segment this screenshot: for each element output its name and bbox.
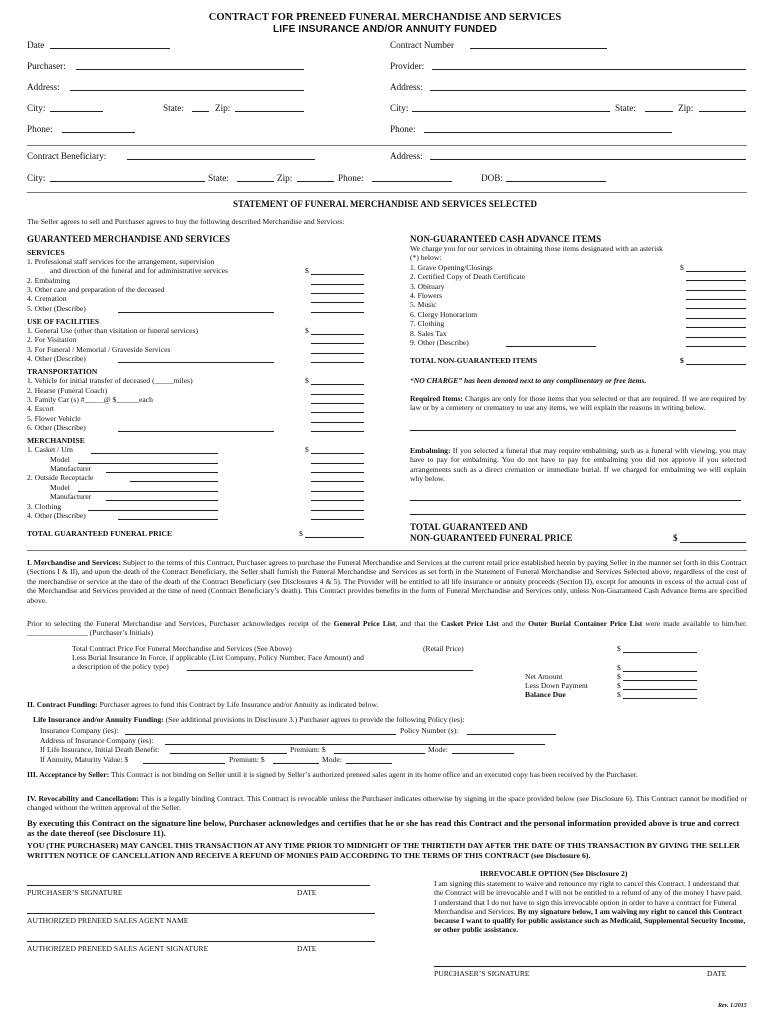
provider-field[interactable] [432,69,746,70]
facility-item: 2. For Visitation [27,335,77,344]
contract-funding-clause [27,701,378,709]
beneficiary-phone-label: Phone: [338,173,364,183]
guaranteed-heading: GUARANTEED MERCHANDISE AND SERVICES [27,234,230,244]
amount-field[interactable] [311,519,364,520]
beneficiary-address-field[interactable] [430,159,746,160]
transportation-describe-field[interactable] [118,431,274,432]
transportation-item: 3. Family Car (s) #_____@ $______each [27,395,153,404]
dollar-sign: $ [617,663,621,672]
burial-insurance-amount[interactable] [623,671,697,672]
purchaser-address-label: Address: [27,82,60,92]
provider-address-label: Address: [390,82,423,92]
dollar-sign: $ [305,376,309,385]
facility-item: 3. For Funeral / Memorial / Graveside Services [27,345,171,354]
purchaser-state-field[interactable] [192,111,209,112]
date-field[interactable] [50,48,170,49]
agent-name-label: AUTHORIZED PRENEED SALES AGENT NAME [27,916,189,925]
purchaser-city-label: City: [27,103,46,113]
irrevocable-signature-line[interactable] [434,966,746,967]
casket-field[interactable] [91,453,218,454]
amount-field[interactable] [311,500,364,501]
provider-state-field[interactable] [645,111,673,112]
cash-advance-amount[interactable] [686,299,746,300]
purchaser-signature-label: PURCHASER’S SIGNATURE [27,888,123,897]
cash-advance-amount[interactable] [686,308,746,309]
provider-city-label: City: [390,103,409,113]
purchaser-zip-label: Zip: [215,103,231,113]
grand-total-label: TOTAL GUARANTEED AND [410,522,528,532]
cash-advance-item: 8. Sales Tax [410,329,447,338]
beneficiary-phone-field[interactable] [372,181,452,182]
execution-statement: By executing this Contract on the signature line below, Purchaser acknowledges and certifies that he or she has read this Contract and the personal information provided above is true and correct as the date thereof (see Disclosure 11). [27,818,740,838]
embalming-note [410,446,746,484]
beneficiary-dob-label: DOB: [481,173,503,183]
general-price-list: General Price List [333,619,396,628]
required-items-label: Required Items: [410,394,463,403]
non-guaranteed-intro: (*) below: [410,253,442,262]
purchaser-state-label: State: [163,103,184,113]
grand-total-label: NON-GUARANTEED FUNERAL PRICE [410,533,573,543]
purchaser-initials-text: were made available to him/her. ________________ (Purchaser’s Initials) [27,619,747,638]
prior-text: Prior to selecting the Funeral Merchandise and Services, Purchaser acknowledges receipt of the [27,619,331,628]
divider [27,145,747,146]
annuity-mode-field[interactable] [346,763,392,764]
provider-zip-field[interactable] [699,111,746,112]
section4-text: This is a legally binding Contract. This Contract is revocable unless the Purchaser indicates otherwise by signing in the space provided below (see Disclosure 6). This Contract cannot be modified or changed without the written approval of the Seller. [27,794,747,813]
total-non-guaranteed-field[interactable] [686,364,746,365]
irrevocable-signature-label: PURCHASER’S SIGNATURE [434,969,530,978]
insurance-address-field[interactable] [165,744,545,745]
purchaser-city-field[interactable] [50,111,103,112]
amount-field[interactable] [311,463,364,464]
amount-field[interactable] [311,412,364,413]
beneficiary-state-field[interactable] [237,181,274,182]
section3-text: This Contract is not binding on Seller until it is signed by Seller’s authorized preneed sales agent in its home office and an executed copy has been received by the Purchaser. [111,770,638,779]
section1-label: I. Merchandise and Services: [27,558,121,567]
cash-advance-amount[interactable] [686,337,746,338]
purchaser-field[interactable] [76,69,304,70]
service-item: 4. Cremation [27,294,67,303]
section1-text: Subject to the terms of this Contract, Purchaser agrees to purchase the Funeral Merchandise and Services at the current retail price established herein by paying Seller in the manner set forth in this Contract (Sections I & II), and upon the death of the Contract Beneficiary, the Seller shall furnish the Funeral Merchandise and Services as set forth in the Statement of Funeral Merchandise and Services Selected above, regardless of the cost of the merchandise or service at the date of the death of the Contract Beneficiary (see Disclosures 4 & 5). The Provider will be entitled to all life insurance or annuity proceeds (Section II), except for amounts in excess of the actual cost of the Merchandise and Services provided at the time of need (Contract Beneficiary’s death). This Contract provides benefits in the form of Funeral Merchandise and Services only, unless Non-Guaranteed Cash Advance Items are specified above. [27,558,747,605]
purchaser-address-field[interactable] [70,90,304,91]
amount-field[interactable] [311,481,364,482]
merchandise-item: 4. Other (Describe) [27,511,86,520]
amount-field[interactable] [311,302,364,303]
retail-price-label: (Retail Price) [423,644,464,653]
facility-item: 1. General Use (other than visitation or funeral services) [27,326,199,335]
merchandise-item: 3. Clothing [27,502,62,511]
amount-field[interactable] [311,312,364,313]
revision-number: Rev. 1/2015 [718,1003,747,1009]
transportation-item: 6. Other (Describe) [27,423,86,432]
amount-field[interactable] [311,491,364,492]
beneficiary-city-label: City: [27,173,46,183]
provider-address-field[interactable] [430,90,746,91]
life-insurance-label: Life Insurance and/or Annuity Funding: [33,715,164,724]
divider [27,192,747,193]
grand-total-field[interactable] [680,542,746,543]
services-heading: SERVICES [27,248,65,257]
agent-name-line[interactable] [27,913,375,914]
cash-advance-amount[interactable] [686,280,746,281]
embalming-explanation-field[interactable] [410,500,741,501]
casket-model-field[interactable] [78,463,218,464]
merchandise-item: 1. Casket / Urn [27,445,73,454]
embalming-text: If you selected a funeral that may require embalming, such as a funeral with viewing, you may have to pay for embalming. You do not have to pay for embalming you did not approve if you selected arrangements such as a direct cremation or immediate burial. If we charged for embalming we will explain why below. [410,446,746,484]
merchandise-item: 2. Outside Receptacle [27,473,94,482]
transportation-heading: TRANSPORTATION [27,367,98,376]
outer-burial-container-price-list: Outer Burial Container Price List [528,619,643,628]
balance-due-field[interactable] [623,698,697,699]
non-guaranteed-heading: NON-GUARANTEED CASH ADVANCE ITEMS [410,234,602,244]
clothing-field[interactable] [88,510,218,511]
purchaser-zip-field[interactable] [235,111,304,112]
provider-state-label: State: [615,103,636,113]
contract-number-label: Contract Number [390,40,455,50]
dollar-sign: $ [680,263,684,272]
casket-price-list: Casket Price List [440,619,499,628]
cash-advance-amount[interactable] [686,271,746,272]
premium-label: Premium: $ [290,745,326,754]
dollar-sign: $ [305,445,309,454]
total-guaranteed-label: TOTAL GUARANTEED FUNERAL PRICE [27,529,173,538]
contract-number-field[interactable] [470,48,607,49]
irrevocable-date-label: DATE [707,969,727,978]
policy-type-label: a description of the policy type) [72,662,169,671]
cash-advance-amount[interactable] [686,327,746,328]
cash-advance-item: 7. Clothing [410,319,445,328]
premium-field[interactable] [334,753,425,754]
service-item: 2. Embalming [27,276,71,285]
merchandise-item: Manufacturer [50,492,92,501]
price-list-acknowledgement [27,619,747,638]
death-benefit-label: If Life Insurance, Initial Death Benefit: [40,745,160,754]
cash-advance-item: 6. Clergy Honorarium [410,310,478,319]
required-items-text: Charges are only for those items that you selected or that are required. If we are required by law or by a cemetery or crematory to use any items, we will explain the reasons in writing below. [410,394,746,413]
down-payment-field[interactable] [623,689,697,690]
annuity-premium-field[interactable] [273,763,319,764]
amount-field[interactable] [311,343,364,344]
receptacle-field[interactable] [130,481,218,482]
mode-field[interactable] [452,753,514,754]
date-label: Date [27,40,45,50]
amount-field[interactable] [311,284,364,285]
divider [27,550,747,551]
total-non-guaranteed-label: TOTAL NON-GUARANTEED ITEMS [410,356,538,365]
beneficiary-zip-label: Zip: [277,173,293,183]
cash-advance-item: 1. Grave Opening/Closings [410,263,493,272]
burial-insurance-field[interactable] [187,670,473,671]
embalming-explanation-field[interactable] [410,514,746,515]
receptacle-model-field[interactable] [78,491,218,492]
irrevocable-bold-text: By my signature below, I am waiving my right to cancel this Contract because I want to qualify for public assistance such as Medicaid, Supplemental Security Income, or other public assistance. [434,906,746,935]
merchandise-heading: MERCHANDISE [27,436,85,445]
purchaser-phone-field[interactable] [62,132,135,133]
less-burial-insurance-label: Less Burial Insurance In Force, if applicable (List Company, Policy Number, Face Amount) and [72,653,364,662]
cash-advance-item: 3. Obituary [410,282,445,291]
casket-manufacturer-field[interactable] [106,472,218,473]
provider-phone-field[interactable] [424,132,672,133]
provider-zip-label: Zip: [678,103,694,113]
cash-advance-amount[interactable] [686,346,746,347]
acceptance-clause [27,770,747,779]
insurance-company-field[interactable] [125,734,396,735]
amount-field[interactable] [311,394,364,395]
irrevocable-option-text [434,879,746,935]
agent-signature-label: AUTHORIZED PRENEED SALES AGENT SIGNATURE [27,944,209,953]
total-contract-price-field[interactable] [623,652,697,653]
beneficiary-label: Contract Beneficiary: [27,151,107,161]
balance-due-label: Balance Due [525,690,566,699]
dollar-sign: $ [305,266,309,275]
facility-item: 4. Other (Describe) [27,354,86,363]
amount-field[interactable] [311,384,364,385]
beneficiary-field[interactable] [127,159,315,160]
dollar-sign: $ [673,533,678,543]
amount-field[interactable] [311,353,364,354]
purchaser-label: Purchaser: [27,61,66,71]
annuity-premium-label: Premium: $ [229,755,265,764]
purchaser-date-label: DATE [297,888,317,897]
merchandise-item: Model [50,455,70,464]
provider-label: Provider: [390,61,425,71]
dollar-sign: $ [617,644,621,653]
policy-number-field[interactable] [467,734,556,735]
amount-field[interactable] [311,453,364,454]
irrevocable-option-heading: IRREVOCABLE OPTION (See Disclosure 2) [480,869,628,878]
total-contract-price-label: Total Contract Price For Funeral Merchandise and Services (See Above) [72,644,292,653]
beneficiary-dob-field[interactable] [506,181,606,182]
embalming-label: Embalming: [410,446,451,455]
cancellation-notice: YOU (THE PURCHASER) MAY CANCEL THIS TRANSACTION AT ANY TIME PRIOR TO MIDNIGHT OF THE THIRTIETH DAY AFTER THE DATE OF THIS TRANSACTION BY GIVING THE SELLER WRITTEN NOTICE OF CANCELLATION AND RECEIVE A REFUND OF MONIES PAID ACCORDING TO THE TERMS OF THIS CONTRACT (see Disclosure 6). [27,841,740,860]
life-insurance-text: (See additional provisions in Disclosure 3.) Purchaser agrees to provide the following Policy (ies): [165,715,465,724]
policy-number-label: Policy Number (s): [400,726,459,735]
purchaser-phone-label: Phone: [27,124,53,134]
merchandise-services-clause [27,558,747,605]
merchandise-item: Model [50,483,70,492]
required-items-note [410,394,746,413]
section2-text: Purchaser agrees to fund this Contract by Life Insurance and/or Annuity as indicated below. [99,700,379,709]
amount-field[interactable] [311,334,364,335]
dollar-sign: $ [617,681,621,690]
statement-title: STATEMENT OF FUNERAL MERCHANDISE AND SERVICES SELECTED [233,199,537,209]
prior-text: and the [501,619,526,628]
service-describe-field[interactable] [118,312,274,313]
insurance-address-label: Address of Insurance Company (ies): [40,736,154,745]
amount-field[interactable] [311,431,364,432]
agent-signature-line[interactable] [27,941,375,942]
revocability-clause [27,794,747,813]
facility-describe-field[interactable] [118,362,274,363]
maturity-value-field[interactable] [143,763,225,764]
life-insurance-funding [33,716,465,724]
transportation-item: 4. Escort [27,404,54,413]
dollar-sign: $ [617,690,621,699]
maturity-value-label: If Annuity, Maturity Value: $ [40,755,129,764]
dollar-sign: $ [299,529,303,538]
section3-label: III. Acceptance by Seller: [27,770,110,779]
amount-field[interactable] [311,293,364,294]
beneficiary-city-field[interactable] [50,181,205,182]
insurance-company-label: Insurance Company (ies): [40,726,119,735]
total-guaranteed-field[interactable] [305,537,364,538]
merchandise-item: Manufacturer [50,464,92,473]
receptacle-manufacturer-field[interactable] [106,500,218,501]
contract-title: CONTRACT FOR PRENEED FUNERAL MERCHANDISE AND SERVICES [208,12,562,23]
service-item: and direction of the funeral and for administrative services [50,266,228,275]
cash-advance-item: 5. Music [410,300,437,309]
amount-field[interactable] [311,472,364,473]
agent-date-label: DATE [297,944,317,953]
net-amount-label: Net Amount [525,672,563,681]
cash-advance-amount[interactable] [686,318,746,319]
non-guaranteed-intro: We charge you for our services in obtaining those items designated with an asterisk [410,244,663,253]
irrevocable-text: I am signing this statement to waive and renounce my right to cancel this Contract. I understand that the Contract will be irrevocable and I will not be entitled to a refund of any of the money I have paid. I understand that I do not have to sign this irrevocable option in order to have a contract for Funeral Merchandise and Services. [434,879,742,916]
contract-subtitle: LIFE INSURANCE AND/OR ANNUITY FUNDED [272,24,498,35]
transportation-item: 5. Flower Vehicle [27,414,81,423]
dollar-sign: $ [680,356,684,365]
provider-city-field[interactable] [412,111,610,112]
mode-label: Mode: [428,745,448,754]
amount-field[interactable] [311,403,364,404]
transportation-item: 2. Hearse (Funeral Coach) [27,386,108,395]
less-down-payment-label: Less Down Payment [525,681,588,690]
cash-advance-amount[interactable] [686,290,746,291]
death-benefit-field[interactable] [170,753,287,754]
service-item: 3. Other care and preparation of the deceased [27,285,165,294]
net-amount-field[interactable] [623,680,697,681]
purchaser-signature-line[interactable] [27,885,370,886]
cash-advance-item: 2. Certified Copy of Death Certificate [410,272,526,281]
no-charge-note: “NO CHARGE” has been denoted next to any complimentary or free items. [410,376,647,385]
annuity-mode-label: Mode: [322,755,342,764]
required-items-explanation-field[interactable] [410,430,736,431]
transportation-item: 1. Vehicle for initial transfer of deceased (_____miles) [27,376,193,385]
beneficiary-zip-field[interactable] [297,181,334,182]
amount-field[interactable] [311,362,364,363]
provider-phone-label: Phone: [390,124,416,134]
beneficiary-address-label: Address: [390,151,423,161]
service-item: 1. Professional staff services for the arrangement, supervision [27,257,215,266]
prior-text: , and that the [395,619,438,628]
cash-advance-describe-field[interactable] [506,346,596,347]
facilities-heading: USE OF FACILITIES [27,317,100,326]
service-item: 5. Other (Describe) [27,304,86,313]
amount-field[interactable] [311,510,364,511]
dollar-sign: $ [617,672,621,681]
cash-advance-item: 4. Flowers [410,291,443,300]
amount-field[interactable] [311,274,364,275]
statement-intro: The Seller agrees to sell and Purchaser agrees to buy the following described Merchandise and Services: [27,217,345,226]
section2-label: II. Contract Funding: [27,700,98,709]
beneficiary-state-label: State: [208,173,229,183]
amount-field[interactable] [311,422,364,423]
section4-label: IV. Revocability and Cancellation: [27,794,139,803]
merchandise-describe-field[interactable] [118,519,218,520]
dollar-sign: $ [305,326,309,335]
cash-advance-item: 9. Other (Describe) [410,338,469,347]
